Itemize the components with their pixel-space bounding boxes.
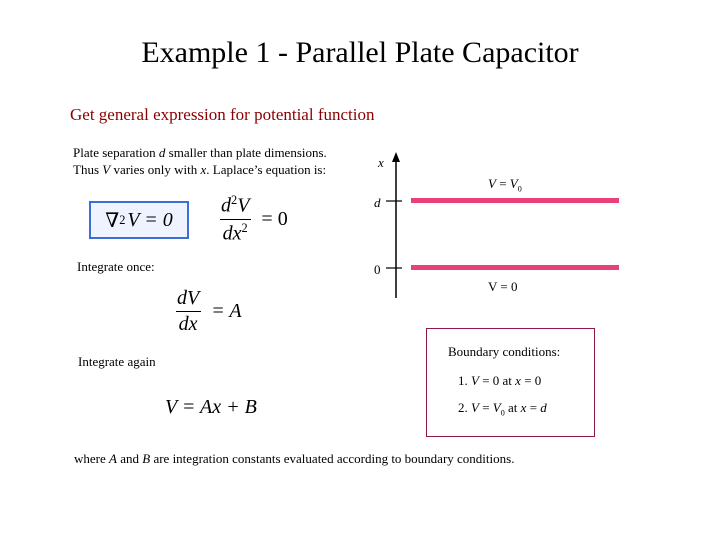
slide-title: Example 1 - Parallel Plate Capacitor — [141, 36, 579, 69]
tick-label-0: 0 — [374, 262, 381, 277]
intro-line-1: Plate separation d smaller than plate dimensions. — [73, 145, 327, 160]
boundary-condition-2: 2. $V = V_0$ at x = d — [458, 400, 547, 418]
boundary-condition-1: 1. V = 0 at x = 0 — [458, 373, 542, 388]
first-derivative-equation: $\frac{dV}{dx}$ = A — [177, 287, 242, 335]
bottom-plate-label: V = 0 — [488, 279, 518, 294]
integrate-once-label: Integrate once: — [77, 259, 155, 274]
axis-label-x: x — [378, 155, 384, 170]
top-plate-label: $V = V_0$ — [488, 176, 522, 194]
laplace-equation-box: ∇ 2 V = 0 — [89, 201, 189, 239]
x-axis-arrowhead — [392, 152, 400, 162]
tick-label-d: d — [374, 195, 381, 210]
intro-line-2: Thus V varies only with x. Laplace’s equation is: — [73, 162, 327, 177]
general-solution-equation: V = Ax + B — [165, 396, 257, 418]
slide-subtitle: Get general expression for potential function — [70, 105, 375, 124]
boundary-heading: Boundary conditions: — [448, 344, 561, 359]
integrate-again-label: Integrate again — [78, 354, 156, 369]
footer-note: where A and B are integration constants evaluated according to boundary conditions. — [74, 451, 515, 466]
second-derivative-equation: $\frac{d^2V}{dx^2}$ = 0 — [221, 193, 288, 245]
bottom-plate — [411, 265, 619, 270]
top-plate — [411, 198, 619, 203]
